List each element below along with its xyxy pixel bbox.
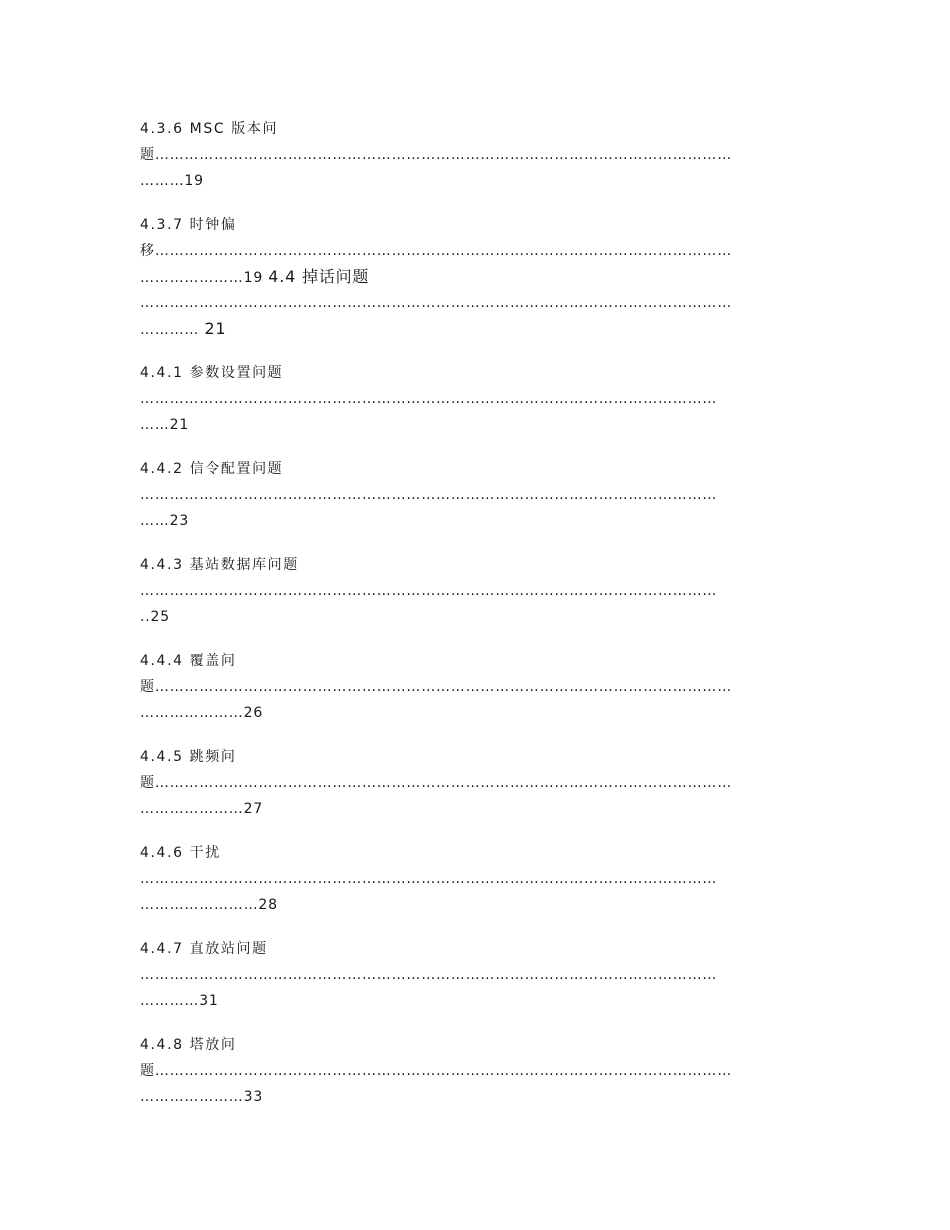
toc-entry-page-line: ……………………28 bbox=[140, 897, 278, 913]
toc-entry-title-cont: 题 bbox=[140, 1063, 155, 1079]
toc-entry-page-number: 25 bbox=[150, 609, 170, 625]
toc-entry-page-line: …………31 bbox=[140, 993, 219, 1009]
toc-entry-leader: 题……………………………………………………………………………………………………… bbox=[140, 679, 733, 695]
toc-entry-page-number: 21 bbox=[204, 319, 227, 338]
toc-entry-title: 4.4.2 信令配置问题 bbox=[140, 461, 284, 477]
toc-entry-leader: ……………………………………………………………………………………………………… bbox=[140, 487, 718, 503]
toc-entry-page-line: ………19 bbox=[140, 173, 204, 189]
toc-entry-title: 4.3.7 时钟偏 bbox=[140, 217, 237, 233]
toc-entry-title: 4.4.8 塔放问 bbox=[140, 1037, 237, 1053]
toc-entry-page-line: ..25 bbox=[140, 609, 170, 625]
toc-entry-leader: ……………………………………………………………………………………………………… bbox=[140, 391, 718, 407]
toc-entry-title-cont: 题 bbox=[140, 679, 155, 695]
toc-entry-title: 4.4.1 参数设置问题 bbox=[140, 365, 284, 381]
toc-entry[interactable] bbox=[140, 116, 812, 194]
toc-entry-page-number: 19 bbox=[243, 270, 264, 286]
toc-entry[interactable] bbox=[140, 840, 812, 918]
toc-entry-page-line: ………… 21 bbox=[140, 319, 227, 338]
toc-entry-page-number: 23 bbox=[169, 513, 190, 529]
toc-entry-page-line: …………………27 bbox=[140, 801, 264, 817]
toc-entry[interactable] bbox=[140, 456, 812, 534]
toc-entry-page-line: …………………33 bbox=[140, 1089, 264, 1105]
toc-entry-page-number: 19 bbox=[184, 173, 204, 189]
toc-entry[interactable] bbox=[140, 744, 812, 822]
toc-entry-title-cont: 题 bbox=[140, 775, 155, 791]
toc-entry-leader: 题……………………………………………………………………………………………………… bbox=[140, 1063, 733, 1079]
toc-entry-title-cont: 题 bbox=[140, 147, 155, 163]
toc-entry-title: 4.4.5 跳频问 bbox=[140, 749, 237, 765]
toc-entry-leader: ………………………………………………………………………………………………………… bbox=[140, 295, 732, 311]
toc-entry[interactable] bbox=[140, 360, 812, 438]
toc-entry-leader: ……………………………………………………………………………………………………… bbox=[140, 967, 718, 983]
toc-entry-leader: ……………………………………………………………………………………………………… bbox=[140, 871, 718, 887]
toc-entry[interactable] bbox=[140, 648, 812, 726]
toc-entry[interactable] bbox=[140, 212, 812, 342]
toc-entry-title: 4.3.6 MSC 版本问 bbox=[140, 121, 279, 137]
toc-entry[interactable] bbox=[140, 1032, 812, 1110]
toc-entry-page-number: 21 bbox=[169, 417, 190, 433]
toc-entry-page-line: …………………19 4.4 掉话问题 bbox=[140, 267, 370, 286]
toc-entry[interactable] bbox=[140, 552, 812, 630]
toc-entry-title: 4.4.7 直放站问题 bbox=[140, 941, 268, 957]
toc-section-title: 4.4 掉话问题 bbox=[268, 267, 370, 286]
toc-entry-leader: 题……………………………………………………………………………………………………… bbox=[140, 775, 733, 791]
toc-entry-title: 4.4.6 干扰 bbox=[140, 845, 221, 861]
toc-page bbox=[140, 116, 812, 1128]
toc-entry-page-number: 33 bbox=[243, 1089, 264, 1105]
toc-entry-leader: 题……………………………………………………………………………………………………… bbox=[140, 147, 733, 163]
toc-entry-leader: 移……………………………………………………………………………………………………… bbox=[140, 243, 733, 259]
toc-entry[interactable] bbox=[140, 936, 812, 1014]
toc-entry-page-line: ……23 bbox=[140, 513, 190, 529]
toc-entry-page-number: 27 bbox=[243, 801, 264, 817]
toc-entry-page-number: 28 bbox=[258, 897, 278, 913]
toc-entry-leader: ……………………………………………………………………………………………………… bbox=[140, 583, 718, 599]
toc-entry-title-cont: 移 bbox=[140, 243, 155, 259]
toc-entry-page-line: ……21 bbox=[140, 417, 190, 433]
toc-entry-page-number: 26 bbox=[243, 705, 264, 721]
toc-entry-title: 4.4.3 基站数据库问题 bbox=[140, 557, 299, 573]
toc-entry-title: 4.4.4 覆盖问 bbox=[140, 653, 237, 669]
toc-entry-page-number: 31 bbox=[199, 993, 219, 1009]
toc-entry-page-line: …………………26 bbox=[140, 705, 264, 721]
